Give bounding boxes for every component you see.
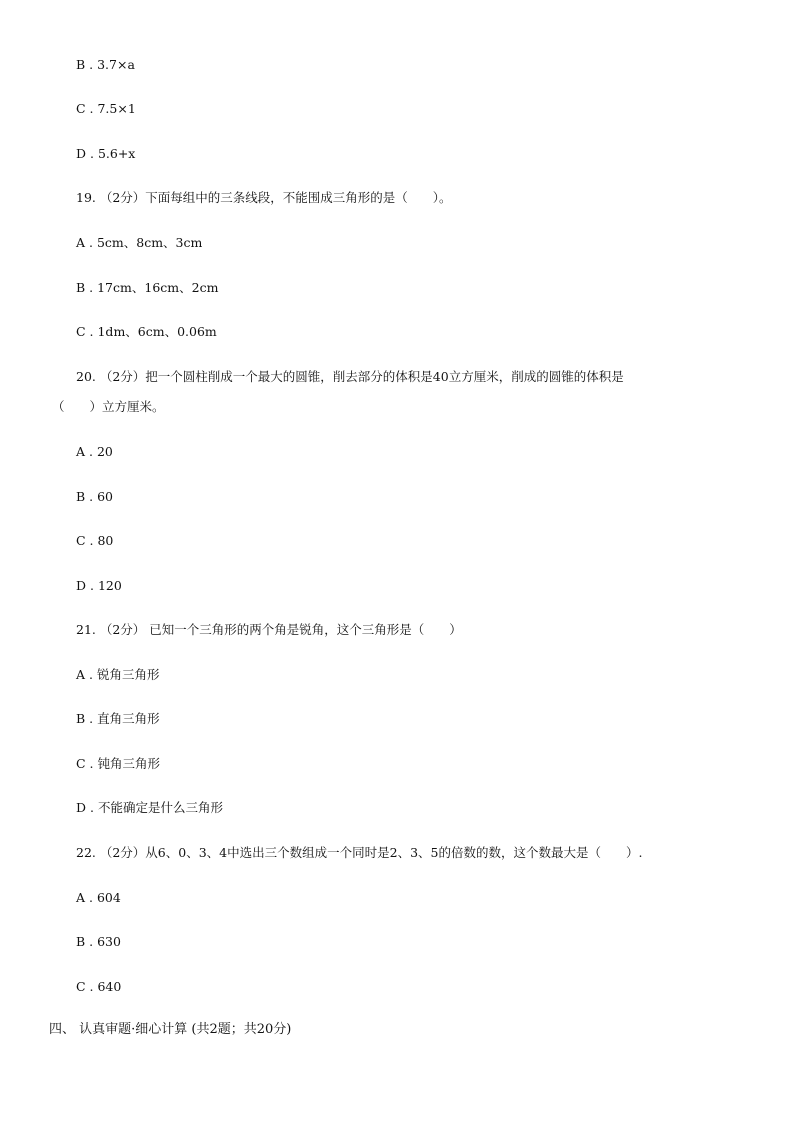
q19-option-c: C . 1dm、6cm、0.06m: [76, 324, 217, 339]
q19-option-a: A . 5cm、8cm、3cm: [76, 235, 203, 250]
q22-option-c: C . 640: [76, 979, 122, 994]
q19-stem: 19. （2分）下面每组中的三条线段，不能围成三角形的是（ ）。: [76, 190, 452, 205]
q21-option-b: B . 直角三角形: [76, 711, 160, 726]
q18-option-c: C . 7.5×1: [76, 101, 136, 116]
q20-stem-line2: （ ）立方厘米。: [52, 399, 165, 414]
q20-option-d: D . 120: [76, 578, 122, 593]
q20-stem-line1: 20. （2分）把一个圆柱削成一个最大的圆锥，削去部分的体积是40立方厘米，削成的圆锥的体积是: [76, 369, 624, 384]
q22-stem: 22. （2分）从6、0、3、4中选出三个数组成一个同时是2、3、5的倍数的数，这个数最大是（ ）.: [76, 845, 643, 860]
q20-option-b: B . 60: [76, 489, 114, 504]
q18-option-d: D . 5.6+x: [76, 146, 136, 161]
q20-option-a: A . 20: [76, 444, 113, 459]
q19-option-b: B . 17cm、16cm、2cm: [76, 280, 219, 295]
q18-option-b: B . 3.7×a: [76, 57, 135, 72]
q21-option-c: C . 钝角三角形: [76, 756, 160, 771]
q22-option-b: B . 630: [76, 934, 121, 949]
q21-stem: 21. （2分） 已知一个三角形的两个角是锐角，这个三角形是（ ）: [76, 622, 462, 637]
q21-option-d: D . 不能确定是什么三角形: [76, 800, 223, 815]
q20-option-c: C . 80: [76, 533, 114, 548]
q22-option-a: A . 604: [76, 890, 121, 905]
q21-option-a: A . 锐角三角形: [76, 667, 160, 682]
section-heading: 四、 认真审题·细心计算 (共2题；共20分): [49, 1022, 292, 1037]
